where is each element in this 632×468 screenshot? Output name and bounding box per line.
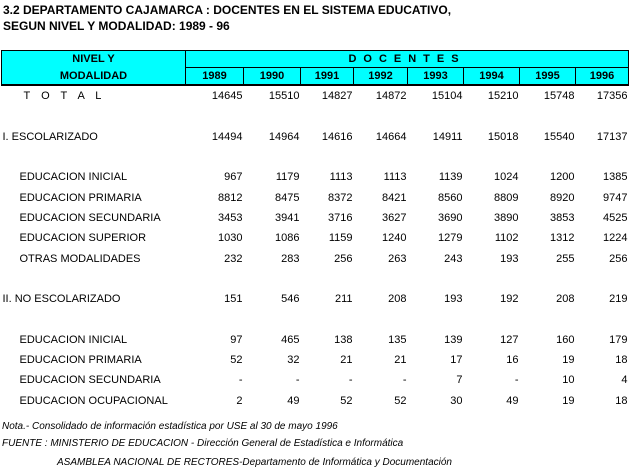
row-label: EDUCACION PRIMARIA xyxy=(19,191,142,204)
table-row xyxy=(2,167,629,187)
cell-value xyxy=(520,269,576,289)
cell-value: 8372 xyxy=(328,191,353,204)
cell-value: 7 xyxy=(456,374,463,387)
cell-value: 14494 xyxy=(211,130,243,143)
spacer-row xyxy=(2,309,629,329)
cell-value: 211 xyxy=(334,293,353,306)
cell-value: 256 xyxy=(334,252,353,265)
cell-value: 192 xyxy=(500,293,519,306)
cell-value: 1179 xyxy=(275,171,300,184)
cell-value: 139 xyxy=(444,333,463,346)
cell-value: 1312 xyxy=(550,232,575,245)
cell-value xyxy=(301,269,354,289)
cell-value: 256 xyxy=(609,252,628,265)
spacer-row xyxy=(2,269,629,289)
cell-value: 30 xyxy=(450,394,463,407)
cell-value: 127 xyxy=(500,333,519,346)
row-label: EDUCACION PRIMARIA xyxy=(19,354,142,366)
row-label xyxy=(2,147,186,167)
cell-value xyxy=(186,269,244,289)
header-nivel: NIVEL Y xyxy=(2,51,186,68)
cell-value xyxy=(301,309,354,329)
cell-value: 8421 xyxy=(382,191,407,204)
table-row xyxy=(2,85,629,106)
cell-value: 1113 xyxy=(383,171,407,184)
cell-value: 97 xyxy=(230,333,243,346)
table-row xyxy=(2,208,629,228)
cell-value: 138 xyxy=(334,333,353,346)
cell-value xyxy=(186,106,244,126)
cell-value xyxy=(576,106,629,126)
cell-value xyxy=(354,269,408,289)
cell-value xyxy=(354,309,408,329)
cell-value xyxy=(520,147,576,167)
cell-value: 14645 xyxy=(211,90,243,103)
table-source: FUENTE : MINISTERIO DE EDUCACION - Dirección General de Estadística e Informática xyxy=(2,438,404,449)
cell-value xyxy=(576,147,629,167)
cell-value: - xyxy=(348,374,353,387)
cell-value: 243 xyxy=(444,252,463,265)
cell-value: 160 xyxy=(556,333,575,346)
cell-value: 3716 xyxy=(328,211,353,224)
cell-value: 19 xyxy=(562,354,575,366)
cell-value: 17137 xyxy=(596,130,628,143)
cell-value xyxy=(244,269,301,289)
cell-value: 19 xyxy=(562,394,575,407)
cell-value: 21 xyxy=(394,354,407,366)
cell-value: 15748 xyxy=(543,90,575,103)
cell-value: 3627 xyxy=(382,211,407,224)
cell-value: 49 xyxy=(287,394,300,407)
cell-value: 193 xyxy=(500,252,519,265)
cell-value: 283 xyxy=(281,252,300,265)
cell-value: 1030 xyxy=(218,232,243,245)
header-year: 1996 xyxy=(576,68,629,86)
cell-value: 232 xyxy=(224,252,243,265)
cell-value: 208 xyxy=(388,293,407,306)
row-label: EDUCACION SECUNDARIA xyxy=(19,374,161,387)
cell-value: 16 xyxy=(506,354,519,366)
spacer-row xyxy=(2,147,629,167)
cell-value: 4 xyxy=(621,374,628,387)
cell-value: 9747 xyxy=(603,191,628,204)
cell-value: 263 xyxy=(388,252,407,265)
table-row xyxy=(2,248,629,268)
cell-value: 17356 xyxy=(596,90,628,103)
cell-value: 15018 xyxy=(487,130,519,143)
cell-value: 1240 xyxy=(382,232,407,245)
cell-value: 1159 xyxy=(328,232,353,245)
row-label: EDUCACION OCUPACIONAL xyxy=(19,394,168,407)
cell-value: 3890 xyxy=(494,211,519,224)
cell-value xyxy=(301,147,354,167)
cell-value: 14616 xyxy=(321,130,353,143)
page-title: 3.2 DEPARTAMENTO CAJAMARCA : DOCENTES EN EL SISTEMA EDUCATIVO, xyxy=(3,3,452,17)
cell-value: 1139 xyxy=(438,171,463,184)
cell-value: 8920 xyxy=(550,191,575,204)
cell-value: 1113 xyxy=(329,171,353,184)
cell-value: 3941 xyxy=(275,211,300,224)
cell-value: 255 xyxy=(556,252,575,265)
table-row xyxy=(2,330,629,350)
cell-value xyxy=(408,309,464,329)
cell-value: - xyxy=(402,374,407,387)
cell-value: 15510 xyxy=(268,90,300,103)
row-label: EDUCACION SECUNDARIA xyxy=(19,211,161,224)
header-year: 1989 xyxy=(186,68,244,86)
cell-value xyxy=(576,269,629,289)
row-label: OTRAS MODALIDADES xyxy=(19,252,141,265)
spacer-row xyxy=(2,106,629,126)
row-label xyxy=(2,309,186,329)
cell-value xyxy=(408,147,464,167)
row-label: EDUCACION SUPERIOR xyxy=(19,232,147,245)
page-subtitle: SEGUN NIVEL Y MODALIDAD: 1989 - 96 xyxy=(3,19,230,33)
cell-value: 2 xyxy=(236,394,243,407)
cell-value: 1102 xyxy=(494,232,519,245)
row-label xyxy=(2,106,186,126)
cell-value: 1279 xyxy=(438,232,463,245)
cell-value: 14872 xyxy=(375,90,407,103)
row-label: T O T A L xyxy=(23,90,106,103)
cell-value xyxy=(520,106,576,126)
cell-value xyxy=(354,147,408,167)
cell-value: 49 xyxy=(506,394,519,407)
row-label: EDUCACION INICIAL xyxy=(19,171,128,184)
docentes-table xyxy=(1,50,629,411)
cell-value: 1385 xyxy=(603,171,628,184)
cell-value: 208 xyxy=(556,293,575,306)
header-year: 1992 xyxy=(354,68,408,86)
cell-value: 18 xyxy=(615,394,628,407)
row-label: II. NO ESCOLARIZADO xyxy=(2,293,121,306)
cell-value: 151 xyxy=(224,293,243,306)
cell-value xyxy=(464,147,520,167)
cell-value: 8560 xyxy=(438,191,463,204)
cell-value xyxy=(464,106,520,126)
cell-value: 14964 xyxy=(268,130,300,143)
cell-value xyxy=(354,106,408,126)
table-row xyxy=(2,289,629,309)
cell-value: 193 xyxy=(444,293,463,306)
cell-value: 546 xyxy=(281,293,300,306)
table-note: Nota.- Consolidado de información estadística por USE al 30 de mayo 1996 xyxy=(2,421,338,432)
cell-value: 3853 xyxy=(550,211,575,224)
cell-value xyxy=(244,106,301,126)
cell-value xyxy=(244,309,301,329)
cell-value: 52 xyxy=(340,394,353,407)
cell-value: 52 xyxy=(230,354,243,366)
header-year: 1991 xyxy=(301,68,354,86)
table-row xyxy=(2,127,629,147)
cell-value xyxy=(464,269,520,289)
cell-value xyxy=(408,106,464,126)
cell-value: 967 xyxy=(224,171,243,184)
cell-value: 18 xyxy=(615,354,628,366)
cell-value xyxy=(520,309,576,329)
header-year: 1994 xyxy=(464,68,520,86)
cell-value: 1024 xyxy=(494,171,519,184)
row-label: EDUCACION INICIAL xyxy=(19,333,128,346)
cell-value: 135 xyxy=(388,333,407,346)
cell-value: - xyxy=(295,374,300,387)
cell-value: 17 xyxy=(450,354,463,366)
row-label xyxy=(2,269,186,289)
cell-value: 14911 xyxy=(432,130,463,143)
table-row xyxy=(2,370,629,390)
cell-value: 1224 xyxy=(603,232,628,245)
header-year: 1995 xyxy=(520,68,576,86)
cell-value: 15540 xyxy=(543,130,575,143)
cell-value: 465 xyxy=(281,333,300,346)
cell-value xyxy=(186,309,244,329)
row-label: I. ESCOLARIZADO xyxy=(2,130,98,143)
header-modalidad: MODALIDAD xyxy=(2,68,186,86)
cell-value: 8475 xyxy=(275,191,300,204)
cell-value: 4525 xyxy=(603,211,628,224)
cell-value xyxy=(244,147,301,167)
cell-value: 21 xyxy=(340,354,353,366)
cell-value: - xyxy=(238,374,243,387)
cell-value xyxy=(464,309,520,329)
cell-value: 1086 xyxy=(275,232,300,245)
cell-value: 179 xyxy=(609,333,628,346)
table-source-2: ASAMBLEA NACIONAL DE RECTORES-Departamento de Informática y Documentación xyxy=(57,457,452,468)
cell-value: 10 xyxy=(562,374,575,387)
header-year: 1993 xyxy=(408,68,464,86)
cell-value: 15210 xyxy=(487,90,519,103)
header-row-1 xyxy=(2,51,629,68)
table-row xyxy=(2,187,629,207)
cell-value: 8812 xyxy=(218,191,243,204)
table-row xyxy=(2,350,629,370)
header-year: 1990 xyxy=(244,68,301,86)
cell-value: 52 xyxy=(394,394,407,407)
cell-value: 14664 xyxy=(375,130,407,143)
cell-value: 3690 xyxy=(438,211,463,224)
header-docentes: DOCENTES xyxy=(186,51,629,68)
cell-value xyxy=(408,269,464,289)
cell-value: 8809 xyxy=(494,191,519,204)
cell-value xyxy=(576,309,629,329)
cell-value: 15104 xyxy=(431,90,463,103)
table-row xyxy=(2,390,629,410)
cell-value: 1200 xyxy=(550,171,575,184)
header-row-2 xyxy=(2,68,629,86)
cell-value: 3453 xyxy=(218,211,243,224)
cell-value xyxy=(186,147,244,167)
cell-value: 219 xyxy=(609,293,628,306)
cell-value xyxy=(301,106,354,126)
cell-value: 14827 xyxy=(321,90,353,103)
cell-value: 32 xyxy=(287,354,300,366)
cell-value: - xyxy=(514,374,519,387)
table-row xyxy=(2,228,629,248)
